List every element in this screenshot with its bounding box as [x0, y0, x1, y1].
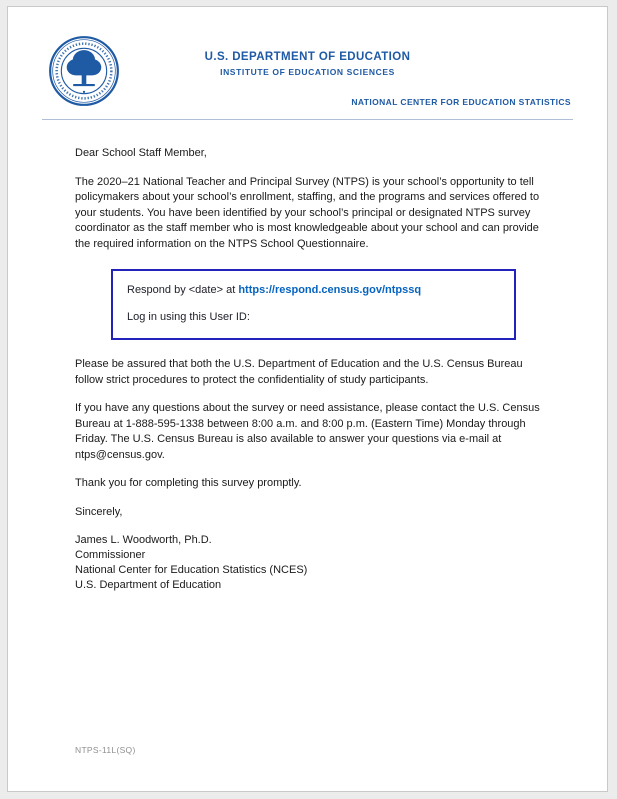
contact-paragraph: If you have any questions about the survey or need assistance, please contact the U.S. Census Bureau at 1-888-595-1338 between 8:00 a.m. and 8:00 p.m. (Eastern Time) Monday through Friday. The U.S. Census Bureau is also available to answer your questions via e-mail at ntps@census.gov.: [75, 402, 540, 461]
nces-title: NATIONAL CENTER FOR EDUCATION STATISTICS: [351, 97, 571, 107]
department-of-education-seal-icon: [48, 35, 120, 107]
header-divider: [42, 119, 573, 120]
letter-page: [7, 6, 608, 792]
signature-title: Commissioner: [75, 549, 146, 561]
salutation: Dear School Staff Member,: [75, 147, 207, 159]
form-number: NTPS-11L(SQ): [75, 745, 136, 755]
signature-block: [75, 533, 547, 593]
signature-name: James L. Woodworth, Ph.D.: [75, 534, 212, 546]
login-line: Log in using this User ID:: [127, 310, 250, 323]
respond-line: [127, 283, 500, 299]
confidentiality-paragraph: Please be assured that both the U.S. Department of Education and the U.S. Census Bureau follow strict procedures to protect the confidentiality of study participants.: [75, 358, 523, 386]
respond-url-link[interactable]: https://respond.census.gov/ntpssq: [238, 284, 422, 296]
respond-prefix-text: Respond by <date> at: [127, 284, 239, 296]
intro-paragraph: The 2020–21 National Teacher and Principal Survey (NTPS) is your school’s opportunity to tell policymakers about your school’s enrollment, staffing, and the programs and services offered to your students. You have been identified by your school’s principal or designated NTPS survey coordinator as the staff member who is most knowledgeable about your school and can provide the required information on the NTPS School Questionnaire.: [75, 175, 540, 250]
closing: Sincerely,: [75, 505, 123, 518]
signature-org: National Center for Education Statistics (NCES): [75, 564, 308, 576]
letterhead: [8, 7, 607, 120]
respond-box: [111, 269, 516, 340]
agency-title: U.S. DEPARTMENT OF EDUCATION: [204, 51, 411, 63]
institute-subtitle: INSTITUTE OF EDUCATION SCIENCES: [220, 67, 395, 77]
letter-body: [8, 120, 607, 593]
thanks-paragraph: Thank you for completing this survey promptly.: [75, 477, 302, 489]
signature-dept: U.S. Department of Education: [75, 579, 222, 591]
